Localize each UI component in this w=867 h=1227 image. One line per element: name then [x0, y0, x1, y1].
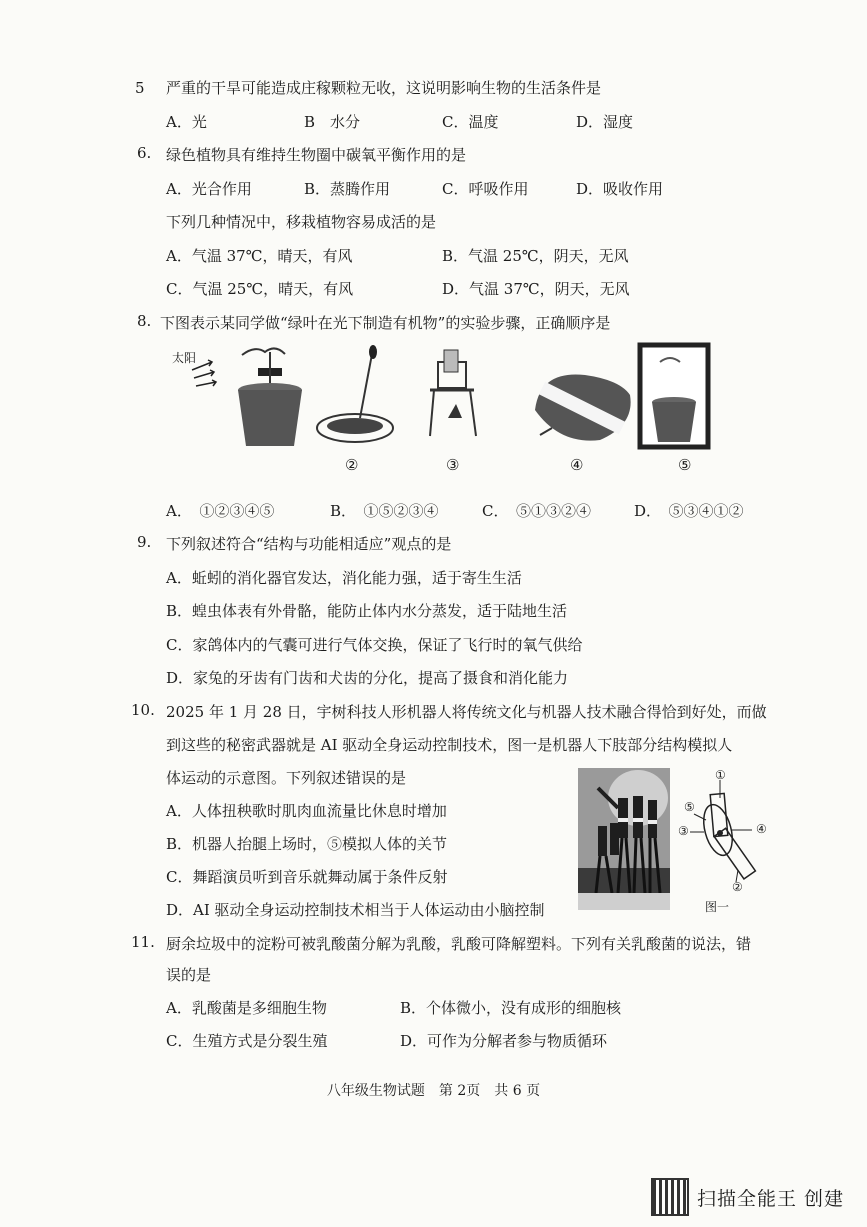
- diagram-label-4: ④: [756, 822, 767, 836]
- q8-option-c: C． ⑤①③②④: [482, 502, 591, 520]
- q11-stem-line2: 误的是: [166, 966, 212, 984]
- qr-code-icon: [651, 1178, 689, 1216]
- q10-stem-line3: 体运动的示意图。下列叙述错误的是: [166, 769, 407, 787]
- diagram-label-1: ①: [715, 768, 726, 782]
- diagram-label-3: ③: [678, 824, 689, 838]
- q9-stem: 下列叙述符合“结构与功能相适应”观点的是: [166, 535, 452, 553]
- q5-option-d: D．湿度: [576, 113, 634, 131]
- step3-water-bath-icon: [430, 350, 476, 436]
- q5-option-b: B 水分: [304, 113, 361, 131]
- step-label-5: ⑤: [678, 456, 692, 474]
- sun-label: 太阳: [172, 351, 197, 365]
- q11-option-b: B．个体微小，没有成形的细胞核: [400, 999, 622, 1017]
- q5-option-a: A．光: [166, 113, 207, 131]
- diagram-label-5: ⑤: [684, 800, 695, 814]
- step-label-4: ④: [570, 456, 584, 474]
- q11-option-a: A．乳酸菌是多细胞生物: [166, 999, 327, 1017]
- q10-option-b: B．机器人抬腿上场时，⑤模拟人体的关节: [166, 835, 448, 853]
- q10-option-c: C．舞蹈演员听到音乐就舞动属于条件反射: [166, 868, 448, 886]
- q10-option-a: A．人体扭秧歌时肌肉血流量比休息时增加: [166, 802, 447, 820]
- q8-experiment-steps: [190, 340, 750, 450]
- q6-option-d: D．吸收作用: [576, 180, 664, 198]
- q7-option-b: B．气温 25℃，阴天，无风: [442, 247, 629, 265]
- q5-number: 5: [135, 79, 145, 97]
- diagram-label-2: ②: [732, 880, 743, 894]
- q10-option-d: D．AI 驱动全身运动控制技术相当于人体运动由小脑控制: [166, 901, 545, 919]
- q9-option-c: C．家鸽体内的气囊可进行气体交换，保证了飞行时的氧气供给: [166, 636, 583, 654]
- figure-caption: 图一: [705, 900, 730, 914]
- q6-option-a: A．光合作用: [166, 180, 252, 198]
- q7-option-a: A．气温 37℃，晴天，有风: [166, 247, 353, 265]
- q6-option-c: C．呼吸作用: [442, 180, 529, 198]
- q9-option-d: D．家兔的牙齿有门齿和犬齿的分化，提高了摄食和消化能力: [166, 669, 569, 687]
- q8-option-a: A． ①②③④⑤: [166, 502, 275, 520]
- watermark-text: 扫描全能王 创建: [697, 1187, 845, 1210]
- q9-number: 9.: [137, 533, 152, 551]
- page-footer: 八年级生物试题 第 2页 共 6 页: [326, 1083, 541, 1099]
- q10-stem-line2: 到这些的秘密武器就是 AI 驱动全身运动控制技术，图一是机器人下肢部分结构模拟人: [166, 736, 733, 754]
- step-label-2: ②: [345, 456, 359, 474]
- q10-number: 10.: [131, 701, 155, 719]
- q7-option-c: C．气温 25℃，晴天，有风: [166, 280, 354, 298]
- q9-option-b: B．蝗虫体表有外骨骼，能防止体内水分蒸发，适于陆地生活: [166, 602, 568, 620]
- step4-leaf-icon: [535, 374, 631, 440]
- q5-option-c: C．温度: [442, 113, 499, 131]
- q11-option-d: D．可作为分解者参与物质循环: [400, 1032, 608, 1050]
- q5-stem: 严重的干旱可能造成庄稼颗粒无收，这说明影响生物的生活条件是: [166, 79, 602, 97]
- q8-number: 8.: [137, 312, 152, 330]
- step1-potted-plant-icon: [238, 348, 302, 446]
- q8-option-d: D． ⑤③④①②: [634, 502, 744, 520]
- q10-stem-line1: 2025 年 1 月 28 日，宇树科技人形机器人将传统文化与机器人技术融合得恰到好处，而做: [166, 703, 767, 721]
- robot-dancers-photo: [578, 768, 670, 910]
- step2-dish-dropper-icon: [317, 345, 393, 442]
- q7-option-d: D．气温 37℃，阴天，无风: [442, 280, 630, 298]
- q9-option-a: A．蚯蚓的消化器官发达，消化能力强，适于寄生生活: [166, 569, 522, 587]
- step-label-3: ③: [446, 456, 460, 474]
- step5-dark-box-pot-icon: [640, 345, 708, 447]
- q6-number: 6.: [137, 144, 152, 162]
- q7-stem: 下列几种情况中，移栽植物容易成活的是: [166, 213, 437, 231]
- q11-option-c: C．生殖方式是分裂生殖: [166, 1032, 328, 1050]
- q11-stem-line1: 厨余垃圾中的淀粉可被乳酸菌分解为乳酸，乳酸可降解塑料。下列有关乳酸菌的说法，错: [166, 935, 752, 953]
- q6-option-b: B．蒸腾作用: [304, 180, 391, 198]
- q6-stem: 绿色植物具有维持生物圈中碳氧平衡作用的是: [166, 146, 467, 164]
- q8-stem: 下图表示某同学做“绿叶在光下制造有机物”的实验步骤，正确顺序是: [160, 314, 611, 332]
- scanner-watermark: [651, 1178, 844, 1216]
- sun-rays-icon: [192, 360, 216, 386]
- q11-number: 11.: [131, 933, 155, 951]
- q8-option-b: B． ①⑤②③④: [330, 502, 439, 520]
